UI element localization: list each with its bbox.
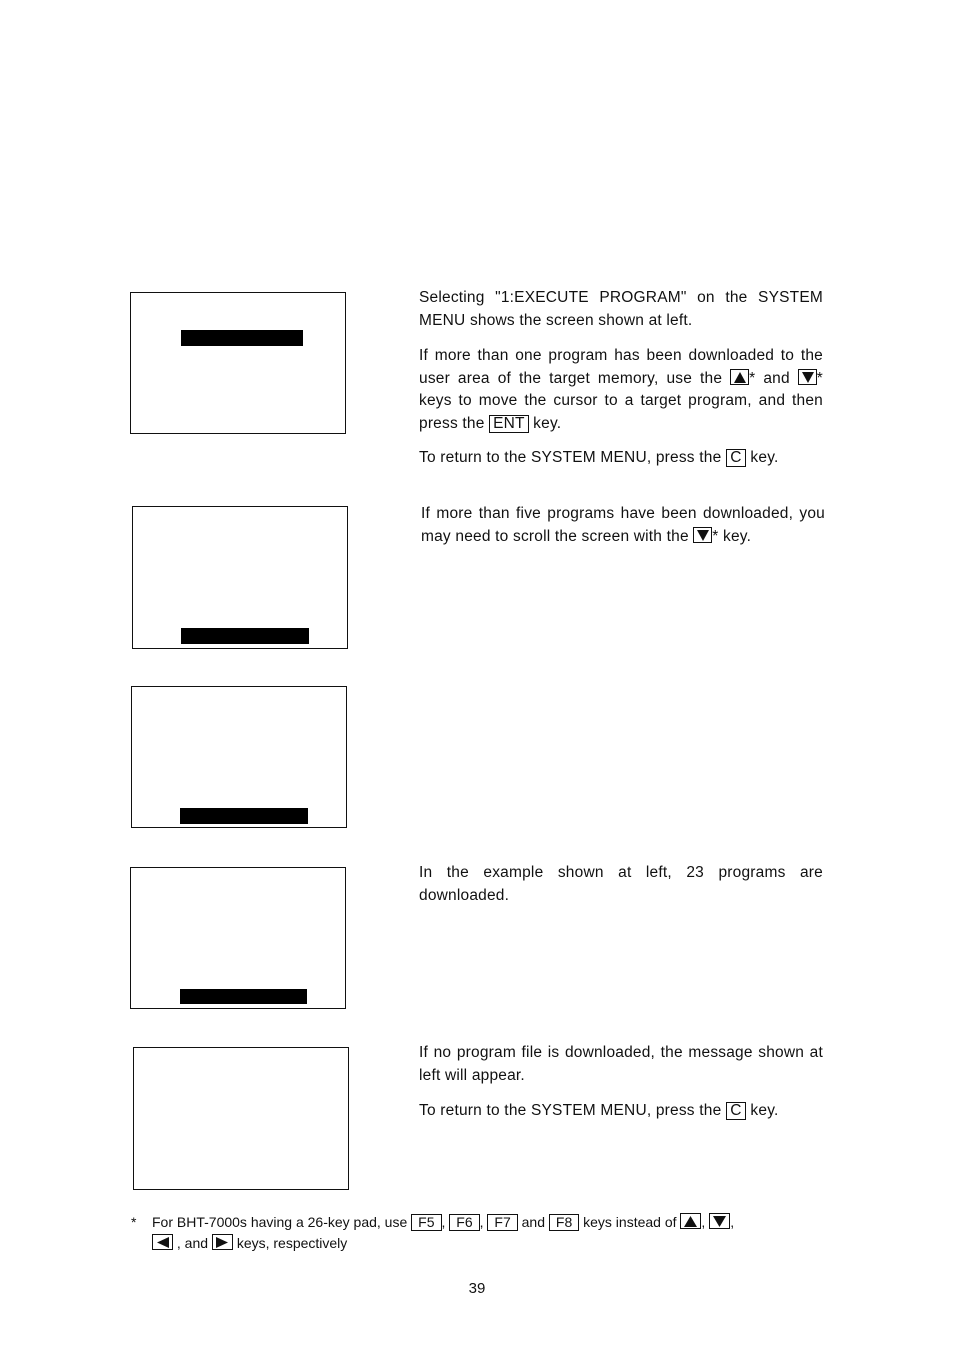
f8-key: F8 [549,1214,579,1231]
paragraph-text: If more than five programs have been downloaded, you may need to scroll the screen with the [421,505,825,545]
paragraph-text: In the example shown at left, 23 programs are downloaded. [419,864,823,904]
ent-key: ENT [489,415,529,433]
left-arrow-icon [152,1234,173,1250]
highlight-bar [180,808,308,824]
paragraph-text: * and [749,369,798,387]
footnote-text: keys instead of [583,1214,677,1230]
footnote-text: and [521,1214,545,1230]
paragraph-text: Selecting "1:EXECUTE PROGRAM" on the SYSTEM MENU shows the screen shown at left. [419,289,823,329]
footnote-text: For BHT-7000s having a 26-key pad, use [152,1214,412,1230]
c-key: C [726,449,746,467]
footnote-body [152,1212,831,1254]
footnote-marker: * [131,1214,137,1230]
screen-mockup-3 [131,686,347,828]
paragraph-execute-program [419,287,823,332]
footnote-comma: , [730,1214,735,1230]
paragraph-text: To return to the SYSTEM MENU, press the [419,1102,726,1119]
footnote-text: , and [176,1235,209,1251]
up-arrow-icon [680,1213,701,1229]
paragraph-text: * key. [712,527,752,545]
highlight-bar [181,330,303,346]
screen-mockup-1 [130,292,346,434]
screen-mockup-4 [130,867,346,1009]
screen-mockup-5 [133,1047,349,1190]
footnote-comma: , [479,1214,484,1230]
footnote-comma: , [441,1214,446,1230]
f6-key: F6 [449,1214,479,1231]
f5-key: F5 [411,1214,441,1231]
paragraph-text: key. [745,1102,779,1119]
paragraph-scroll [421,503,825,548]
paragraph-no-program [419,1042,823,1087]
c-key: C [726,1102,746,1120]
down-arrow-icon [798,369,817,385]
right-arrow-icon [212,1234,233,1250]
paragraph-text: key. [745,449,779,466]
paragraph-text: key. [528,414,562,432]
up-arrow-icon [730,369,749,385]
footnote-comma: , [701,1214,706,1230]
paragraph-text: If more than one program has been downloaded to the user area of the target memory, use the [419,347,823,387]
highlight-bar [180,989,307,1004]
f7-key: F7 [487,1214,517,1231]
paragraph-text: To return to the SYSTEM MENU, press the [419,449,726,466]
paragraph-return-menu-2 [419,1100,823,1123]
screen-mockup-2 [132,506,348,649]
paragraph-return-menu [419,447,823,470]
page-number: 39 [468,1280,486,1297]
paragraph-text: * keys to move the cursor to a target program, and then press the [419,369,823,432]
footnote-text: keys, respectively [236,1235,348,1251]
down-arrow-icon [709,1213,730,1229]
footnote [131,1212,831,1254]
highlight-bar [181,628,309,644]
paragraph-text: If no program file is downloaded, the message shown at left will appear. [419,1044,823,1084]
paragraph-example [419,862,823,907]
down-arrow-icon [693,527,712,543]
paragraph-cursor-keys [419,345,823,435]
